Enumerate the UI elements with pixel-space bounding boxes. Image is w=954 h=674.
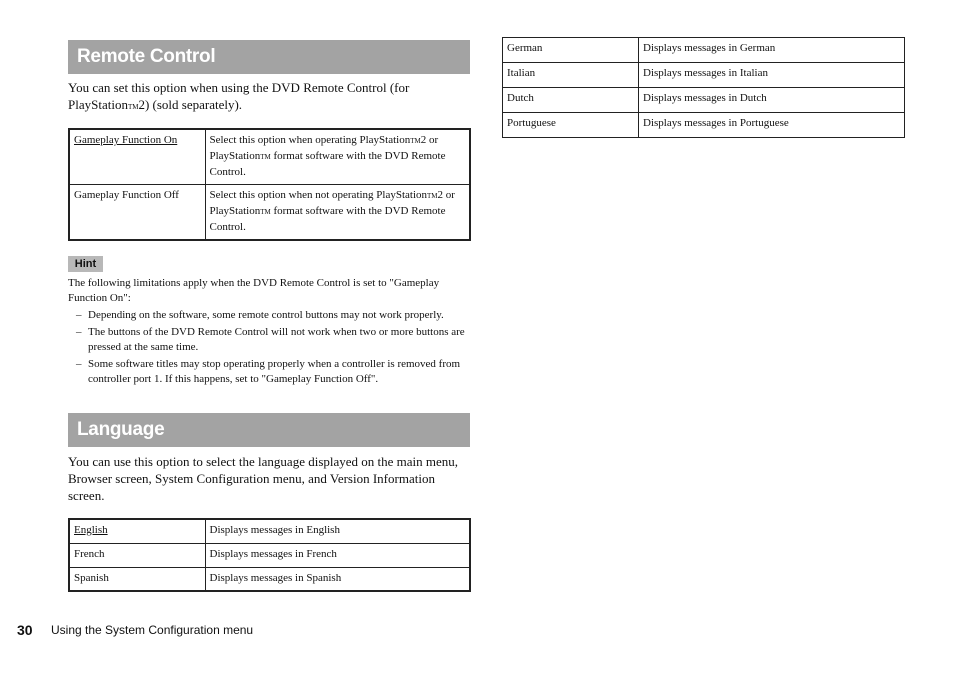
description-text: 2 or PlayStation xyxy=(209,134,439,162)
footer-section-title: Using the System Configuration menu xyxy=(51,623,254,637)
language-options-table-continued xyxy=(502,37,905,138)
description-text: format software with the DVD Remote Control. xyxy=(209,150,446,178)
hint-item-text: Depending on the software, some remote control buttons may not work properly. xyxy=(88,309,444,321)
table-row xyxy=(69,567,470,591)
remote-control-intro-end: 2) (sold separately). xyxy=(138,97,243,112)
page-number: 30 xyxy=(17,622,33,638)
option-description: Displays messages in Spanish xyxy=(205,567,470,591)
hint-intro: The following limitations apply when the DVD Remote Control is set to "Gameplay Function On": xyxy=(68,277,440,304)
description-text: Select this option when operating PlayStation xyxy=(209,134,411,146)
remote-control-options-table xyxy=(68,128,471,241)
remote-control-heading: Remote Control xyxy=(68,40,470,74)
option-label-french: French xyxy=(69,543,205,567)
option-description: Displays messages in Portuguese xyxy=(639,113,905,138)
option-label-dutch: Dutch xyxy=(503,88,639,113)
language-options-table xyxy=(68,518,471,592)
description-text: format software with the DVD Remote Control. xyxy=(209,205,446,233)
remote-control-intro-start: You can set this option when using the DVD Remote Control (for PlayStation xyxy=(68,80,410,112)
option-label-gameplay-off: Gameplay Function Off xyxy=(74,189,179,201)
trademark-mark: TM xyxy=(410,137,421,145)
option-description: Displays messages in French xyxy=(205,543,470,567)
description-text: 2 or PlayStation xyxy=(209,189,455,217)
table-row xyxy=(503,38,905,63)
list-item xyxy=(76,325,474,355)
table-row xyxy=(503,63,905,88)
option-label-portuguese: Portuguese xyxy=(503,113,639,138)
option-label-italian: Italian xyxy=(503,63,639,88)
option-label-gameplay-on: Gameplay Function On xyxy=(74,134,178,146)
language-heading: Language xyxy=(68,413,470,447)
dash-bullet: – xyxy=(76,309,82,321)
table-row xyxy=(69,519,470,543)
list-item xyxy=(76,308,474,323)
description-text: Select this option when not operating PlayStation xyxy=(209,189,428,201)
trademark-mark: TM xyxy=(260,153,271,161)
option-cell xyxy=(69,185,205,241)
dash-bullet: – xyxy=(76,326,82,338)
option-description xyxy=(205,185,470,241)
option-label-german: German xyxy=(503,38,639,63)
hint-list xyxy=(76,308,474,389)
option-description: Displays messages in English xyxy=(205,519,470,543)
table-row xyxy=(503,88,905,113)
hint-item-text: The buttons of the DVD Remote Control will not work when two or more buttons are pressed at the same time. xyxy=(88,326,465,353)
language-intro: You can use this option to select the language displayed on the main menu, Browser screen, System Configuration menu, and Version Information screen. xyxy=(68,454,459,503)
table-row xyxy=(69,129,470,185)
table-row xyxy=(503,113,905,138)
option-label-english: English xyxy=(74,524,108,536)
hint-item-text: Some software titles may stop operating properly when a controller is removed from controller port 1. If this happens, set to "Gameplay Function Off". xyxy=(88,358,461,385)
option-cell xyxy=(69,519,205,543)
option-label-spanish: Spanish xyxy=(69,567,205,591)
option-description: Displays messages in German xyxy=(639,38,905,63)
remote-control-intro xyxy=(68,79,472,116)
table-row xyxy=(69,543,470,567)
table-row xyxy=(69,185,470,241)
trademark-mark: TM xyxy=(260,208,271,216)
option-cell xyxy=(69,129,205,185)
list-item xyxy=(76,357,474,387)
option-description: Displays messages in Dutch xyxy=(639,88,905,113)
trademark-mark: TM xyxy=(427,192,438,200)
dash-bullet: – xyxy=(76,358,82,370)
option-description xyxy=(205,129,470,185)
hint-badge: Hint xyxy=(68,256,103,272)
trademark-mark: TM xyxy=(127,103,139,111)
option-description: Displays messages in Italian xyxy=(639,63,905,88)
